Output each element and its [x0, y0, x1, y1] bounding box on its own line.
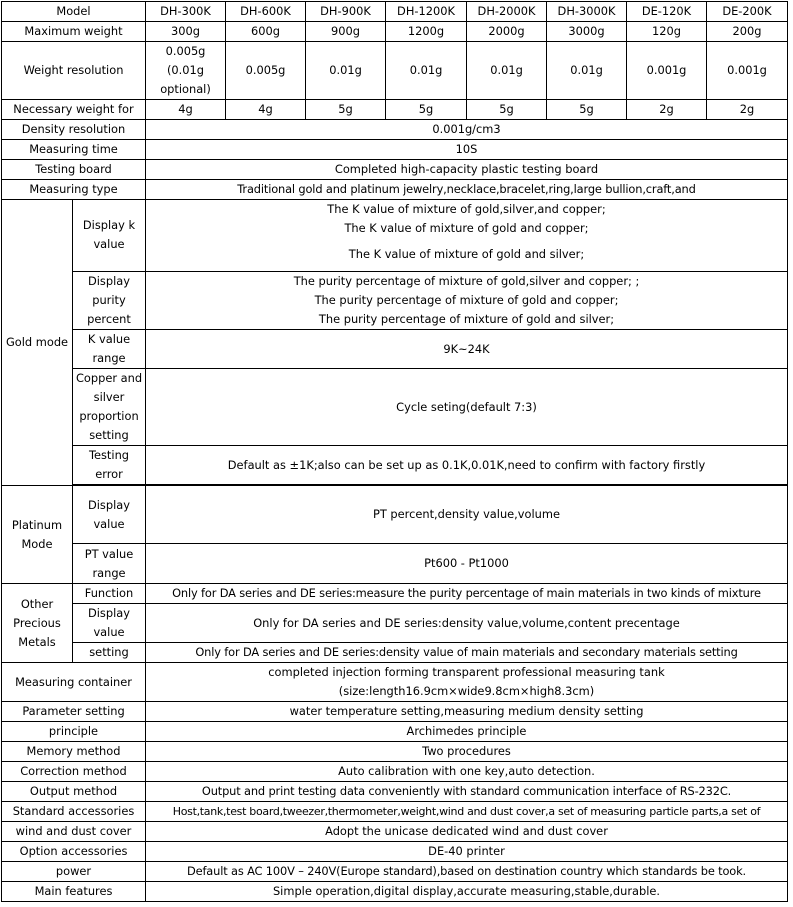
row-other-function [2, 584, 788, 604]
sub-label: Display k value [73, 200, 146, 272]
row-label: power [2, 862, 146, 882]
row-memory-method [2, 742, 788, 762]
row-label: principle [2, 722, 146, 742]
row-main-features [2, 882, 788, 902]
cell: 5g [306, 100, 386, 120]
row-pt-display [2, 486, 788, 544]
row-pt-range [2, 544, 788, 584]
cell: 0.01g [306, 42, 386, 100]
sub-label: setting [73, 643, 146, 663]
container-line-1: completed injection forming transparent professional measuring tank [268, 665, 665, 679]
cell: 5g [467, 100, 547, 120]
cell: 300g [146, 22, 226, 42]
sub-label: Testing error [73, 446, 146, 485]
row-principle [2, 722, 788, 742]
cell [146, 663, 788, 702]
cell: 0.001g/cm3 [146, 120, 788, 140]
cell: Only for DA series and DE series:density value,volume,content precentage [146, 604, 788, 643]
cell: 4g [146, 100, 226, 120]
row-gold-purity [2, 271, 788, 291]
row-label: Weight resolution [2, 42, 146, 100]
row-other-setting [2, 643, 788, 663]
row-other-display [2, 604, 788, 643]
sub-label: Display value [73, 604, 146, 643]
cell: The K value of mixture of gold and silver; [146, 238, 788, 271]
cell: 2g [627, 100, 707, 120]
row-label: Memory method [2, 742, 146, 762]
cell: Adopt the unicase dedicated wind and dust cover [146, 822, 788, 842]
cell: 600g [226, 22, 306, 42]
row-label: Measuring type [2, 180, 146, 200]
row-label: wind and dust cover [2, 822, 146, 842]
cell: 0.01g [386, 42, 467, 100]
row-option-accessories [2, 842, 788, 862]
cell: Archimedes principle [146, 722, 788, 742]
cell: 10S [146, 140, 788, 160]
cell: Output and print testing data conveniently with standard communication interface of RS-232C. [146, 782, 788, 802]
row-label: Maximum weight [2, 22, 146, 42]
row-correction-method [2, 762, 788, 782]
cell: 2g [707, 100, 788, 120]
row-output-method [2, 782, 788, 802]
group-label-other-metals: Other Precious Metals [2, 584, 73, 663]
cell: DE-200K [707, 2, 788, 22]
cell: 1200g [386, 22, 467, 42]
row-measuring-type [2, 180, 788, 200]
row-label: Output method [2, 782, 146, 802]
cell: 3000g [547, 22, 627, 42]
cell: DE-40 printer [146, 842, 788, 862]
cell: 0.001g [707, 42, 788, 100]
cell: 900g [306, 22, 386, 42]
row-label: Density resolution [2, 120, 146, 140]
cell: DH-600K [226, 2, 306, 22]
cell: Completed high-capacity plastic testing board [146, 160, 788, 180]
cell: DH-1200K [386, 2, 467, 22]
cell: Two procedures [146, 742, 788, 762]
cell: 0.005g [226, 42, 306, 100]
row-density-resolution [2, 120, 788, 140]
row-gold-k-range [2, 330, 788, 369]
row-gold-testing-error [2, 446, 788, 485]
row-standard-accessories [2, 802, 788, 822]
cell: 200g [707, 22, 788, 42]
cell: The purity percentage of mixture of gold and silver; [146, 310, 788, 330]
row-testing-board [2, 160, 788, 180]
row-parameter-setting [2, 702, 788, 722]
cell: Cycle seting(default 7:3) [146, 369, 788, 446]
row-label: Parameter setting [2, 702, 146, 722]
cell: Simple operation,digital display,accurate measuring,stable,durable. [146, 882, 788, 902]
cell: PT percent,density value,volume [146, 486, 788, 544]
row-label: Measuring time [2, 140, 146, 160]
sub-label: K value range [73, 330, 146, 369]
cell: Default as ±1K;also can be set up as 0.1K,0.01K,need to confirm with factory firstly [146, 446, 788, 485]
row-container [2, 663, 788, 702]
cell: Default as AC 100V – 240V(Europe standard),based on destination country which standards be took. [146, 862, 788, 882]
row-weight-resolution [2, 42, 788, 100]
cell: Pt600 - Pt1000 [146, 544, 788, 584]
sub-label: PT value range [73, 544, 146, 584]
cell: 0.001g [627, 42, 707, 100]
cell: DH-2000K [467, 2, 547, 22]
cell: 9K~24K [146, 330, 788, 369]
cell: The purity percentage of mixture of gold,silver and copper; ; [146, 271, 788, 291]
cell: 5g [386, 100, 467, 120]
cell: Only for DA series and DE series:measure the purity percentage of main materials in two kinds of mixture [146, 584, 788, 604]
cell: Only for DA series and DE series:density value of main materials and secondary materials setting [146, 643, 788, 663]
cell: Traditional gold and platinum jewelry,necklace,bracelet,ring,large bullion,craft,and [146, 180, 788, 200]
row-label: Testing board [2, 160, 146, 180]
cell: Host,tank,test board,tweezer,thermometer,weight,wind and dust cover,a set of measuring particle parts,a set of [146, 802, 788, 822]
cell: 0.01g [547, 42, 627, 100]
row-label: Option accessories [2, 842, 146, 862]
cell: The K value of mixture of gold and copper; [146, 219, 788, 238]
cell: DH-3000K [547, 2, 627, 22]
cell: DH-900K [306, 2, 386, 22]
row-label: Model [2, 2, 146, 22]
row-model [2, 2, 788, 22]
group-label-platinum-mode: Platinum Mode [2, 486, 73, 584]
cell: water temperature setting,measuring medium density setting [146, 702, 788, 722]
sub-label: Display value [73, 486, 146, 544]
cell: 2000g [467, 22, 547, 42]
row-necessary-weight [2, 100, 788, 120]
row-max-weight [2, 22, 788, 42]
sub-label: Function [73, 584, 146, 604]
row-measuring-time [2, 140, 788, 160]
row-label: Necessary weight for [2, 100, 146, 120]
row-power [2, 862, 788, 882]
cell: 120g [627, 22, 707, 42]
cell: 0.01g [467, 42, 547, 100]
cell: 0.005g (0.01g optional) [146, 42, 226, 100]
cell: The K value of mixture of gold,silver,and copper; [146, 200, 788, 220]
sub-label: Copper and silver proportion setting [73, 369, 146, 446]
row-wind-dust-cover [2, 822, 788, 842]
row-label: Correction method [2, 762, 146, 782]
row-gold-display-k [2, 200, 788, 220]
row-label: Standard accessories [2, 802, 146, 822]
cell: 5g [547, 100, 627, 120]
cell: Auto calibration with one key,auto detection. [146, 762, 788, 782]
cell: DE-120K [627, 2, 707, 22]
cell: The purity percentage of mixture of gold and copper; [146, 291, 788, 310]
container-line-2: (size:length16.9cm×wide9.8cm×high8.3cm) [338, 684, 595, 698]
row-gold-cu-ag [2, 369, 788, 446]
cell: 4g [226, 100, 306, 120]
group-label-gold-mode: Gold mode [2, 200, 73, 486]
sub-label: Display purity percent [73, 271, 146, 330]
spec-table [1, 1, 788, 902]
row-label: Measuring container [2, 663, 146, 702]
row-label: Main features [2, 882, 146, 902]
cell: DH-300K [146, 2, 226, 22]
